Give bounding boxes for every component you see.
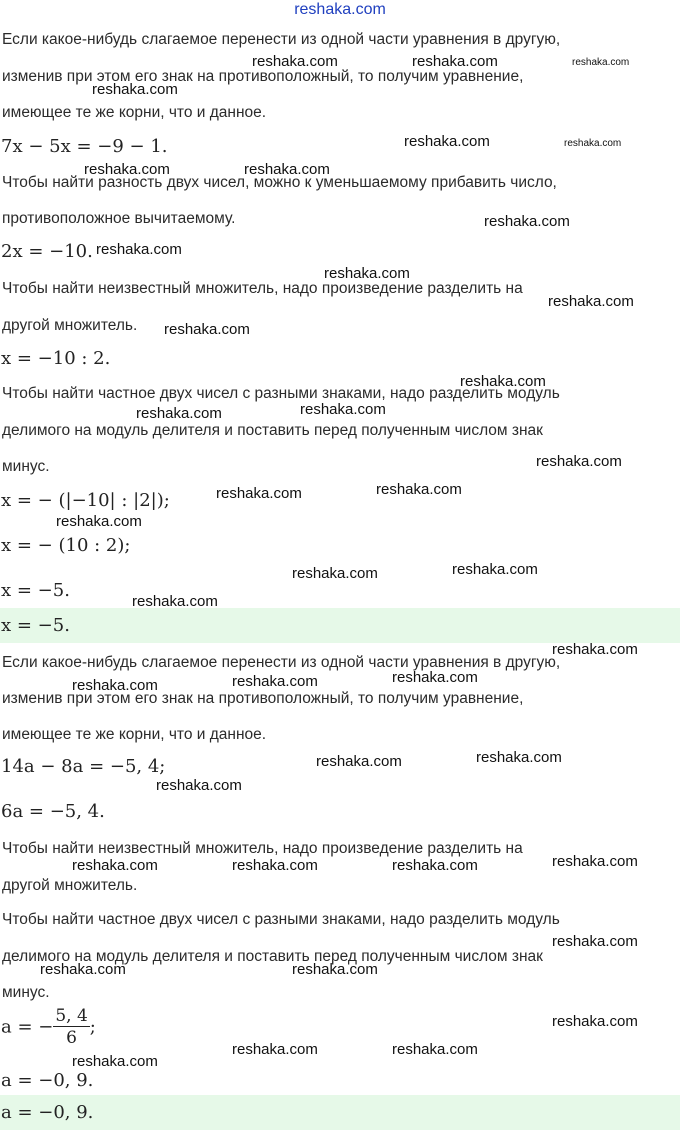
watermark: reshaka.com <box>316 753 402 770</box>
watermark: reshaka.com <box>552 853 638 870</box>
watermark: reshaka.com <box>536 453 622 470</box>
text-line: имеющее те же корни, что и данное. <box>2 104 267 121</box>
text-line: имеющее те же корни, что и данное. <box>2 726 267 743</box>
watermark: reshaka.com <box>132 593 218 610</box>
watermark: reshaka.com <box>56 513 142 530</box>
watermark: reshaka.com <box>292 565 378 582</box>
watermark: reshaka.com <box>324 265 410 282</box>
watermark: reshaka.com <box>476 749 562 766</box>
watermark: reshaka.com <box>232 673 318 690</box>
text-line: противоположное вычитаемому. <box>2 210 236 227</box>
answer-box <box>0 1095 680 1130</box>
watermark: reshaka.com <box>552 641 638 658</box>
equation: x = − (10 : 2); <box>1 535 131 556</box>
watermark: reshaka.com <box>572 57 630 68</box>
equation: 7x − 5x = −9 − 1. <box>1 136 168 157</box>
watermark: reshaka.com <box>376 481 462 498</box>
watermark: reshaka.com <box>460 373 546 390</box>
site-header-link[interactable]: reshaka.com <box>294 1 386 18</box>
fraction-equation <box>1 1006 96 1049</box>
text-line: другой множитель. <box>2 317 138 334</box>
watermark: reshaka.com <box>164 321 250 338</box>
answer-equation: x = −5. <box>1 615 70 636</box>
watermark: reshaka.com <box>156 777 242 794</box>
watermark: reshaka.com <box>232 1041 318 1058</box>
text-line: Чтобы найти разность двух чисел, можно к уменьшаемому прибавить число, <box>2 174 557 191</box>
equation-tail: ; <box>89 1016 96 1038</box>
text-line: Чтобы найти частное двух чисел с разными знаками, надо разделить модуль <box>2 911 560 928</box>
watermark: reshaka.com <box>484 213 570 230</box>
watermark: reshaka.com <box>564 138 622 149</box>
equation: x = − (|−10| : |2|); <box>1 490 170 511</box>
text-line: другой множитель. <box>2 877 138 894</box>
text-line: Чтобы найти неизвестный множитель, надо произведение разделить на <box>2 840 523 857</box>
fraction-denominator: 6 <box>66 1028 77 1048</box>
watermark: reshaka.com <box>72 1053 158 1070</box>
text-line: изменив при этом его знак на противоположный, то получим уравнение, <box>2 690 524 707</box>
watermark: reshaka.com <box>96 241 182 258</box>
watermark: reshaka.com <box>292 961 378 978</box>
equation: x = −5. <box>1 580 70 601</box>
equation: x = −10 : 2. <box>1 348 111 369</box>
equation: a = −0, 9. <box>1 1070 94 1091</box>
fraction-numerator: 5, 4 <box>55 1006 88 1026</box>
watermark: reshaka.com <box>412 53 498 70</box>
equation-lhs: a = − <box>1 1016 54 1038</box>
text-line: минус. <box>2 458 50 475</box>
equation: 14a − 8a = −5, 4; <box>1 756 166 777</box>
text-line: делимого на модуль делителя и поставить перед полученным числом знак <box>2 422 543 439</box>
text-line: минус. <box>2 984 50 1001</box>
watermark: reshaka.com <box>252 53 338 70</box>
watermark: reshaka.com <box>244 161 330 178</box>
answer-equation: a = −0, 9. <box>1 1102 94 1123</box>
text-line: Если какое-нибудь слагаемое перенести из одной части уравнения в другую, <box>2 31 561 48</box>
watermark: reshaka.com <box>404 133 490 150</box>
watermark: reshaka.com <box>72 677 158 694</box>
watermark: reshaka.com <box>392 1041 478 1058</box>
watermark: reshaka.com <box>232 857 318 874</box>
equation: 6a = −5, 4. <box>1 801 105 822</box>
watermark: reshaka.com <box>92 81 178 98</box>
watermark: reshaka.com <box>552 933 638 950</box>
text-line: Чтобы найти неизвестный множитель, надо произведение разделить на <box>2 280 523 297</box>
text-line: Если какое-нибудь слагаемое перенести из одной части уравнения в другую, <box>2 654 561 671</box>
watermark: reshaka.com <box>40 961 126 978</box>
text-line: Чтобы найти частное двух чисел с разными знаками, надо разделить модуль <box>2 385 560 402</box>
watermark: reshaka.com <box>216 485 302 502</box>
watermark: reshaka.com <box>552 1013 638 1030</box>
watermark: reshaka.com <box>452 561 538 578</box>
watermark: reshaka.com <box>84 161 170 178</box>
fraction <box>53 1006 89 1049</box>
watermark: reshaka.com <box>392 857 478 874</box>
watermark: reshaka.com <box>548 293 634 310</box>
watermark: reshaka.com <box>392 669 478 686</box>
watermark: reshaka.com <box>136 405 222 422</box>
watermark: reshaka.com <box>300 401 386 418</box>
answer-box <box>0 608 680 643</box>
text-line: изменив при этом его знак на противоположный, то получим уравнение, <box>2 68 524 85</box>
equation: 2x = −10. <box>1 241 93 262</box>
watermark: reshaka.com <box>72 857 158 874</box>
text-line: делимого на модуль делителя и поставить перед полученным числом знак <box>2 948 543 965</box>
